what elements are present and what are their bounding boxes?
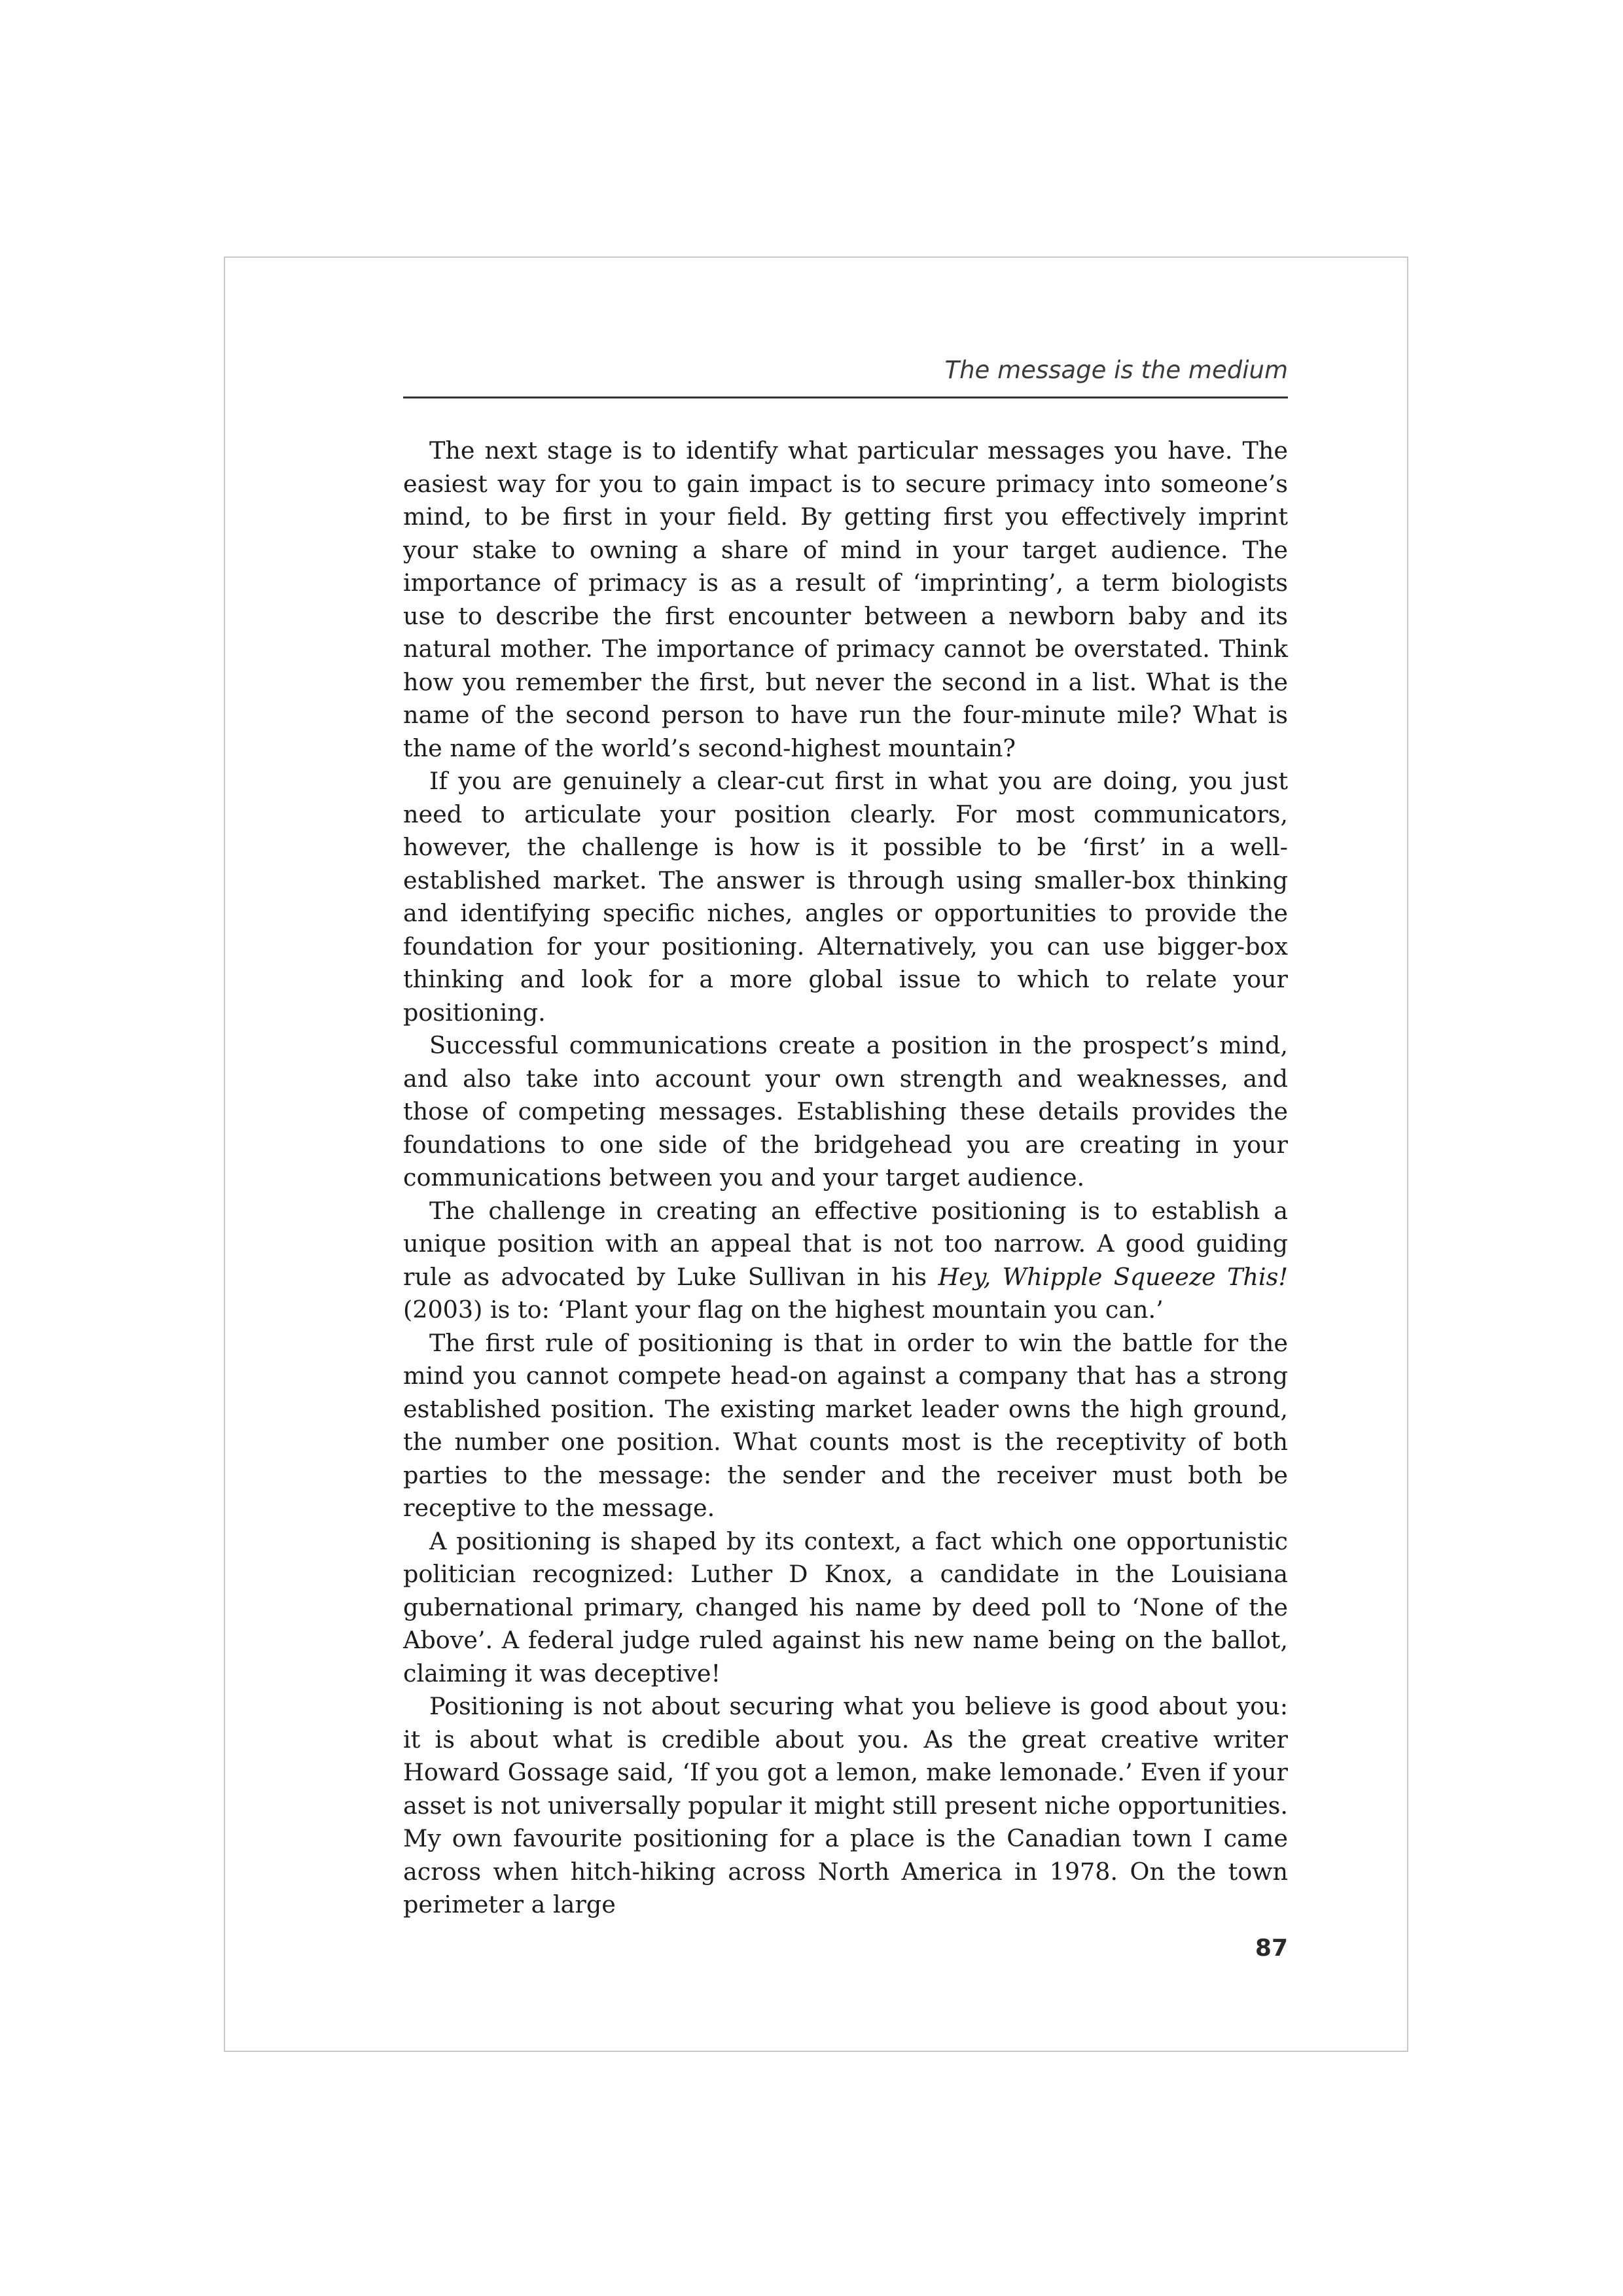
- paragraph-5: The first rule of positioning is that in order to win the battle for the mind you cannot compete head-on against a company that has a strong established position. The existing market leader owns the high ground, the number one position. What counts most is the receptivity of both parties to the message: the sender and the receiver must both be receptive to the message.: [403, 1328, 1288, 1522]
- paragraph-6: A positioning is shaped by its context, a fact which one opportunistic politician recognized: Luther D Knox, a candidate in the Louisiana gubernational primary, changed his name by deed poll to ‘None of the Above’. A federal judge ruled against his new name being on the ballot, claiming it was deceptive!: [403, 1527, 1288, 1687]
- header-rule: [403, 397, 1288, 398]
- paragraph-2: If you are genuinely a clear-cut first in what you are doing, you just need to articulate your position clearly. For most communicators, however, the challenge is how is it possible to be ‘first’ in a well-established market. The answer is through using smaller-box thinking and identifying specific niches, angles or opportunities to provide the foundation for your positioning. Alternatively, you can use bigger-box thinking and look for a more global issue to which to relate your positioning.: [403, 767, 1288, 1027]
- running-head: The message is the medium: [944, 356, 1288, 384]
- paragraph-4: [403, 1195, 1288, 1327]
- paragraph-1: The next stage is to identify what particular messages you have. The easiest way for you to gain impact is to secure primacy into someone’s mind, to be first in your field. By getting first you effectively imprint your stake to owning a share of mind in your target audience. The importance of primacy is as a result of ‘imprinting’, a term biologists use to describe the first encounter between a newborn baby and its natural mother. The importance of primacy cannot be overstated. Think how you remember the first, but never the second in a list. What is the name of the second person to have run the four-minute mile? What is the name of the world’s second-highest mountain?: [403, 436, 1288, 762]
- book-title: Hey, Whipple Squeeze This!: [938, 1262, 1288, 1291]
- paragraph-4-before: The challenge in creating an effective positioning is to establish a unique position with an appeal that is not too narrow. A good guiding rule as advocated by Luke Sullivan in his: [403, 1196, 1288, 1291]
- paragraph-4-after: (2003) is to: ‘Plant your flag on the highest mountain you can.’: [403, 1296, 1164, 1324]
- paragraph-7: Positioning is not about securing what you believe is good about you: it is about what is credible about you. As the great creative writer Howard Gossage said, ‘If you got a lemon, make lemonade.’ Even if your asset is not universally popular it might still present niche opportunities. My own favourite positioning for a place is the Canadian town I came across when hitch-hiking across North America in 1978. On the town perimeter a large: [403, 1692, 1288, 1918]
- page-number: 87: [1255, 1935, 1288, 1962]
- body-text: [403, 434, 1288, 1922]
- paragraph-3: Successful communications create a position in the prospect’s mind, and also take into account your own strength and weaknesses, and those of competing messages. Establishing these details provides the foundations to one side of the bridgehead you are creating in your communications between you and your target audience.: [403, 1031, 1288, 1192]
